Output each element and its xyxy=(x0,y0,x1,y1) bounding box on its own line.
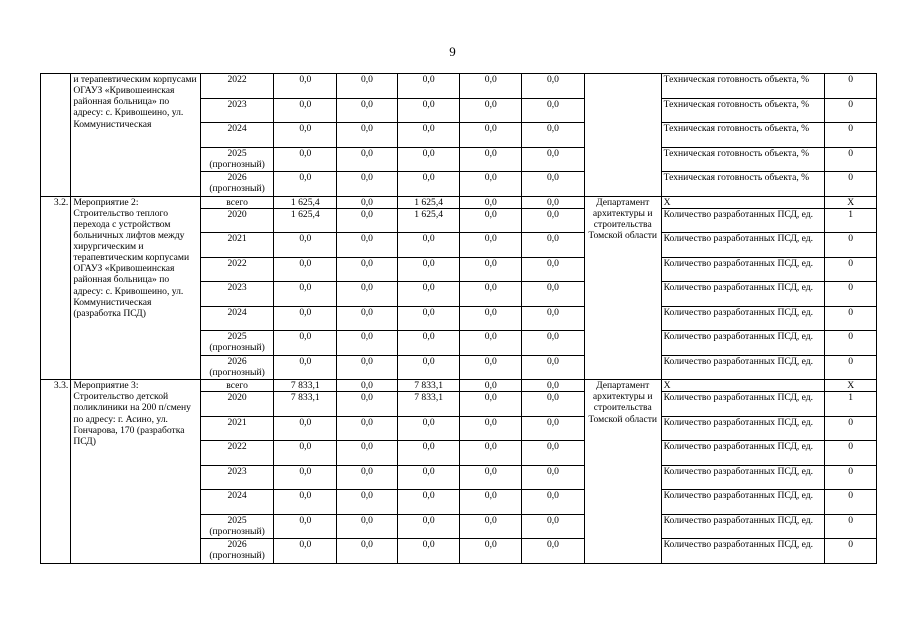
value-local: 0,0 xyxy=(460,233,522,258)
department: Департамент архитектуры и строительства Томской области xyxy=(584,196,661,380)
indicator-name: Количество разработанных ПСД, ед. xyxy=(661,306,825,331)
indicator-target: 0 xyxy=(825,465,877,490)
value-local: 0,0 xyxy=(460,98,522,123)
indicator-target: 0 xyxy=(825,441,877,466)
value-other: 0,0 xyxy=(522,331,585,356)
year-cell: 2022 xyxy=(200,441,274,466)
measure-name: Мероприятие 2: Строительство теплого перехода с устройством больничных лифтов между хирургическим и терапевтическим корпусами ОГАУЗ «Кривошеинская районная больница» по адресу: с. Кривошеино, ул. Коммунистическая (разработка ПСД) xyxy=(71,196,200,380)
value-regional: 1 625,4 xyxy=(397,208,460,233)
indicator-name: Количество разработанных ПСД, ед. xyxy=(661,282,825,307)
value-federal: 0,0 xyxy=(337,380,398,392)
page-number: 9 xyxy=(449,44,456,59)
value-other: 0,0 xyxy=(522,282,585,307)
value-federal: 0,0 xyxy=(337,331,398,356)
value-federal: 0,0 xyxy=(337,282,398,307)
indicator-name: Количество разработанных ПСД, ед. xyxy=(661,208,825,233)
value-total: 0,0 xyxy=(274,123,337,148)
value-other: 0,0 xyxy=(522,233,585,258)
value-total: 1 625,4 xyxy=(274,196,337,208)
indicator-name: Техническая готовность объекта, % xyxy=(661,123,825,148)
indicator-target: 0 xyxy=(825,123,877,148)
value-total: 0,0 xyxy=(274,539,337,564)
value-other: 0,0 xyxy=(522,98,585,123)
row-index: 3.2. xyxy=(41,196,71,380)
value-total: 7 833,1 xyxy=(274,380,337,392)
value-regional: 0,0 xyxy=(397,514,460,539)
value-federal: 0,0 xyxy=(337,416,398,441)
indicator-target: 0 xyxy=(825,98,877,123)
indicator-name: Количество разработанных ПСД, ед. xyxy=(661,331,825,356)
value-total: 0,0 xyxy=(274,441,337,466)
value-local: 0,0 xyxy=(460,331,522,356)
value-federal: 0,0 xyxy=(337,196,398,208)
indicator-name: Техническая готовность объекта, % xyxy=(661,147,825,172)
indicator-target: 0 xyxy=(825,257,877,282)
indicator-target: 0 xyxy=(825,282,877,307)
value-local: 0,0 xyxy=(460,514,522,539)
value-total: 0,0 xyxy=(274,98,337,123)
indicator-target: 0 xyxy=(825,514,877,539)
value-total: 0,0 xyxy=(274,465,337,490)
year-cell: 2026 (прогнозный) xyxy=(200,539,274,564)
value-regional: 0,0 xyxy=(397,306,460,331)
value-local: 0,0 xyxy=(460,282,522,307)
indicator-target: Х xyxy=(825,196,877,208)
value-local: 0,0 xyxy=(460,196,522,208)
measure-name: и терапевтическим корпусами ОГАУЗ «Кривошеинская районная больница» по адресу: с. Кривошеино, ул. Коммунистическая xyxy=(71,74,200,197)
indicator-target: 0 xyxy=(825,355,877,380)
indicator-name: Количество разработанных ПСД, ед. xyxy=(661,355,825,380)
value-regional: 0,0 xyxy=(397,98,460,123)
value-local: 0,0 xyxy=(460,74,522,99)
value-local: 0,0 xyxy=(460,465,522,490)
indicator-name: Х xyxy=(661,196,825,208)
value-other: 0,0 xyxy=(522,147,585,172)
indicator-name: Количество разработанных ПСД, ед. xyxy=(661,490,825,515)
indicator-name: Количество разработанных ПСД, ед. xyxy=(661,233,825,258)
year-cell: 2021 xyxy=(200,233,274,258)
value-federal: 0,0 xyxy=(337,172,398,197)
row-index xyxy=(41,74,71,197)
value-regional: 0,0 xyxy=(397,539,460,564)
year-cell: 2026 (прогнозный) xyxy=(200,172,274,197)
value-other: 0,0 xyxy=(522,196,585,208)
value-federal: 0,0 xyxy=(337,98,398,123)
value-local: 0,0 xyxy=(460,355,522,380)
indicator-target: 0 xyxy=(825,490,877,515)
value-other: 0,0 xyxy=(522,172,585,197)
value-total: 0,0 xyxy=(274,514,337,539)
indicator-target: 0 xyxy=(825,306,877,331)
year-cell: 2024 xyxy=(200,123,274,148)
value-local: 0,0 xyxy=(460,392,522,417)
value-other: 0,0 xyxy=(522,539,585,564)
department xyxy=(584,74,661,197)
year-cell: 2020 xyxy=(200,392,274,417)
value-other: 0,0 xyxy=(522,514,585,539)
value-total: 0,0 xyxy=(274,147,337,172)
value-federal: 0,0 xyxy=(337,233,398,258)
value-federal: 0,0 xyxy=(337,306,398,331)
value-total: 0,0 xyxy=(274,172,337,197)
year-cell: 2023 xyxy=(200,98,274,123)
value-local: 0,0 xyxy=(460,123,522,148)
value-regional: 0,0 xyxy=(397,123,460,148)
value-other: 0,0 xyxy=(522,355,585,380)
value-regional: 0,0 xyxy=(397,282,460,307)
year-cell: 2020 xyxy=(200,208,274,233)
value-local: 0,0 xyxy=(460,147,522,172)
year-cell: 2025 (прогнозный) xyxy=(200,514,274,539)
value-regional: 0,0 xyxy=(397,147,460,172)
value-total: 0,0 xyxy=(274,306,337,331)
indicator-name: Количество разработанных ПСД, ед. xyxy=(661,514,825,539)
table-row xyxy=(41,380,877,392)
value-other: 0,0 xyxy=(522,123,585,148)
value-local: 0,0 xyxy=(460,490,522,515)
value-regional: 0,0 xyxy=(397,331,460,356)
value-regional: 0,0 xyxy=(397,172,460,197)
value-regional: 0,0 xyxy=(397,74,460,99)
value-federal: 0,0 xyxy=(337,539,398,564)
value-federal: 0,0 xyxy=(337,514,398,539)
value-local: 0,0 xyxy=(460,380,522,392)
value-federal: 0,0 xyxy=(337,257,398,282)
indicator-target: 0 xyxy=(825,147,877,172)
value-total: 0,0 xyxy=(274,74,337,99)
value-federal: 0,0 xyxy=(337,74,398,99)
value-total: 0,0 xyxy=(274,331,337,356)
indicator-target: 1 xyxy=(825,208,877,233)
value-local: 0,0 xyxy=(460,172,522,197)
value-local: 0,0 xyxy=(460,257,522,282)
year-cell: всего xyxy=(200,196,274,208)
year-cell: 2022 xyxy=(200,74,274,99)
value-regional: 0,0 xyxy=(397,233,460,258)
indicator-target: 0 xyxy=(825,233,877,258)
value-regional: 0,0 xyxy=(397,355,460,380)
indicator-target: 0 xyxy=(825,539,877,564)
value-other: 0,0 xyxy=(522,416,585,441)
value-federal: 0,0 xyxy=(337,441,398,466)
value-local: 0,0 xyxy=(460,441,522,466)
value-regional: 7 833,1 xyxy=(397,392,460,417)
value-regional: 0,0 xyxy=(397,441,460,466)
indicator-name: Количество разработанных ПСД, ед. xyxy=(661,392,825,417)
year-cell: 2024 xyxy=(200,490,274,515)
value-regional: 7 833,1 xyxy=(397,380,460,392)
year-cell: всего xyxy=(200,380,274,392)
row-index: 3.3. xyxy=(41,380,71,564)
value-local: 0,0 xyxy=(460,306,522,331)
indicator-name: Количество разработанных ПСД, ед. xyxy=(661,465,825,490)
indicator-target: 0 xyxy=(825,74,877,99)
value-federal: 0,0 xyxy=(337,208,398,233)
value-federal: 0,0 xyxy=(337,147,398,172)
value-regional: 1 625,4 xyxy=(397,196,460,208)
value-total: 0,0 xyxy=(274,355,337,380)
value-federal: 0,0 xyxy=(337,490,398,515)
indicator-name: Количество разработанных ПСД, ед. xyxy=(661,539,825,564)
indicator-name: Техническая готовность объекта, % xyxy=(661,172,825,197)
value-local: 0,0 xyxy=(460,208,522,233)
value-federal: 0,0 xyxy=(337,123,398,148)
value-federal: 0,0 xyxy=(337,465,398,490)
value-total: 0,0 xyxy=(274,490,337,515)
indicator-name: Количество разработанных ПСД, ед. xyxy=(661,416,825,441)
program-table xyxy=(40,73,877,564)
value-other: 0,0 xyxy=(522,208,585,233)
value-regional: 0,0 xyxy=(397,416,460,441)
year-cell: 2022 xyxy=(200,257,274,282)
year-cell: 2021 xyxy=(200,416,274,441)
value-other: 0,0 xyxy=(522,306,585,331)
value-local: 0,0 xyxy=(460,416,522,441)
value-total: 0,0 xyxy=(274,416,337,441)
value-regional: 0,0 xyxy=(397,465,460,490)
value-local: 0,0 xyxy=(460,539,522,564)
value-other: 0,0 xyxy=(522,465,585,490)
indicator-target: Х xyxy=(825,380,877,392)
year-cell: 2023 xyxy=(200,465,274,490)
indicator-target: 1 xyxy=(825,392,877,417)
value-total: 7 833,1 xyxy=(274,392,337,417)
value-other: 0,0 xyxy=(522,490,585,515)
year-cell: 2024 xyxy=(200,306,274,331)
value-other: 0,0 xyxy=(522,441,585,466)
value-total: 0,0 xyxy=(274,282,337,307)
year-cell: 2026 (прогнозный) xyxy=(200,355,274,380)
indicator-name: Количество разработанных ПСД, ед. xyxy=(661,441,825,466)
year-cell: 2023 xyxy=(200,282,274,307)
indicator-name: Техническая готовность объекта, % xyxy=(661,98,825,123)
indicator-name: Техническая готовность объекта, % xyxy=(661,74,825,99)
value-total: 0,0 xyxy=(274,257,337,282)
department: Департамент архитектуры и строительства Томской области xyxy=(584,380,661,564)
indicator-target: 0 xyxy=(825,331,877,356)
year-cell: 2025 (прогнозный) xyxy=(200,147,274,172)
value-other: 0,0 xyxy=(522,257,585,282)
table-row xyxy=(41,196,877,208)
indicator-name: Х xyxy=(661,380,825,392)
value-other: 0,0 xyxy=(522,380,585,392)
measure-name: Мероприятие 3: Строительство детской поликлиники на 200 п/смену по адресу: г. Асино, ул. Гончарова, 170 (разработка ПСД) xyxy=(71,380,200,564)
value-regional: 0,0 xyxy=(397,257,460,282)
value-other: 0,0 xyxy=(522,392,585,417)
value-other: 0,0 xyxy=(522,74,585,99)
year-cell: 2025 (прогнозный) xyxy=(200,331,274,356)
table-row xyxy=(41,74,877,99)
indicator-name: Количество разработанных ПСД, ед. xyxy=(661,257,825,282)
value-regional: 0,0 xyxy=(397,490,460,515)
value-federal: 0,0 xyxy=(337,392,398,417)
value-total: 1 625,4 xyxy=(274,208,337,233)
value-federal: 0,0 xyxy=(337,355,398,380)
indicator-target: 0 xyxy=(825,416,877,441)
value-total: 0,0 xyxy=(274,233,337,258)
indicator-target: 0 xyxy=(825,172,877,197)
